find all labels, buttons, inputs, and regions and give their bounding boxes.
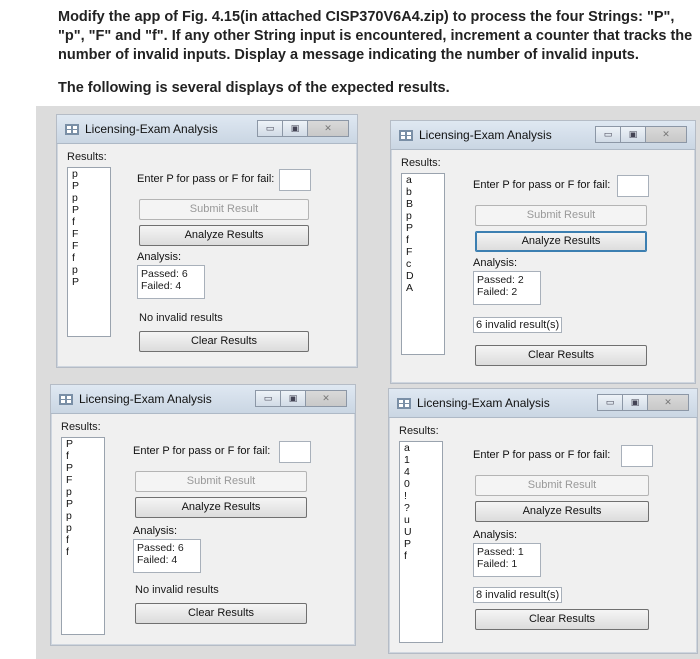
title-bar [389, 389, 697, 418]
failed-count: Failed: 2 [477, 286, 518, 298]
list-item[interactable]: ? [404, 502, 410, 514]
result-input[interactable] [617, 175, 649, 197]
app-window [390, 120, 696, 384]
list-item[interactable]: 4 [404, 466, 410, 478]
analyze-results-button[interactable]: Analyze Results [475, 501, 649, 522]
list-item[interactable]: p [72, 168, 78, 180]
clear-results-button[interactable]: Clear Results [139, 331, 309, 352]
list-item[interactable]: f [66, 546, 69, 558]
results-label: Results: [399, 425, 439, 437]
window-title: Licensing-Exam Analysis [417, 396, 550, 410]
analysis-output [473, 271, 541, 305]
title-bar [391, 121, 695, 150]
invalid-message: No invalid results [139, 312, 223, 324]
analysis-label: Analysis: [137, 251, 182, 263]
list-item[interactable]: b [406, 186, 412, 198]
prompt-label: Enter P for pass or F for fail: [137, 173, 275, 185]
app-icon [399, 130, 413, 141]
app-window [50, 384, 356, 646]
window-title: Licensing-Exam Analysis [79, 392, 212, 406]
invalid-message: 6 invalid result(s) [473, 317, 562, 333]
list-item[interactable]: P [66, 438, 74, 450]
list-item[interactable]: P [72, 276, 80, 288]
window-title: Licensing-Exam Analysis [419, 128, 552, 142]
minimize-icon[interactable]: ▭ [597, 394, 623, 411]
list-item[interactable]: f [72, 252, 75, 264]
list-item[interactable]: p [406, 210, 412, 222]
prompt-label: Enter P for pass or F for fail: [473, 179, 611, 191]
analysis-output [473, 543, 541, 577]
passed-count: Passed: 6 [137, 542, 184, 554]
list-item[interactable]: p [66, 522, 72, 534]
results-listbox[interactable] [67, 167, 111, 337]
failed-count: Failed: 1 [477, 558, 518, 570]
title-bar [57, 115, 357, 144]
maximize-icon[interactable]: ▣ [622, 394, 648, 411]
list-item[interactable]: D [406, 270, 414, 282]
list-item[interactable]: f [66, 534, 69, 546]
list-item[interactable]: 1 [404, 454, 410, 466]
results-label: Results: [401, 157, 441, 169]
analyze-results-button[interactable]: Analyze Results [135, 497, 307, 518]
app-window [388, 388, 698, 654]
list-item[interactable]: A [406, 282, 414, 294]
list-item[interactable]: F [72, 228, 79, 240]
list-item[interactable]: F [406, 246, 413, 258]
close-icon[interactable]: ✕ [647, 394, 689, 411]
results-listbox[interactable] [401, 173, 445, 355]
title-bar [51, 385, 355, 414]
window-title: Licensing-Exam Analysis [85, 122, 218, 136]
passed-count: Passed: 1 [477, 546, 524, 558]
invalid-message: 8 invalid result(s) [473, 587, 562, 603]
submit-result-button[interactable]: Submit Result [475, 205, 647, 226]
list-item[interactable]: f [72, 216, 75, 228]
analysis-label: Analysis: [473, 529, 518, 541]
screenshots-area [36, 106, 700, 659]
clear-results-button[interactable]: Clear Results [475, 609, 649, 630]
list-item[interactable]: F [72, 240, 79, 252]
list-item[interactable]: F [66, 474, 73, 486]
maximize-icon[interactable]: ▣ [280, 390, 306, 407]
list-item[interactable]: f [404, 550, 407, 562]
list-item[interactable]: f [406, 234, 409, 246]
list-item[interactable]: U [404, 526, 412, 538]
prompt-label: Enter P for pass or F for fail: [473, 449, 611, 461]
analysis-output [133, 539, 201, 573]
list-item[interactable]: 0 [404, 478, 410, 490]
close-icon[interactable]: ✕ [305, 390, 347, 407]
list-item[interactable]: u [404, 514, 410, 526]
results-listbox[interactable] [399, 441, 443, 643]
maximize-icon[interactable]: ▣ [282, 120, 308, 137]
analysis-output [137, 265, 205, 299]
list-item[interactable]: f [66, 450, 69, 462]
maximize-icon[interactable]: ▣ [620, 126, 646, 143]
submit-result-button[interactable]: Submit Result [475, 475, 649, 496]
analysis-label: Analysis: [473, 257, 518, 269]
minimize-icon[interactable]: ▭ [595, 126, 621, 143]
close-icon[interactable]: ✕ [645, 126, 687, 143]
list-item[interactable]: a [406, 174, 412, 186]
close-icon[interactable]: ✕ [307, 120, 349, 137]
app-icon [65, 124, 79, 135]
invalid-message: No invalid results [135, 584, 219, 596]
list-item[interactable]: p [66, 510, 72, 522]
app-window [56, 114, 358, 368]
result-input[interactable] [621, 445, 653, 467]
result-input[interactable] [279, 169, 311, 191]
list-item[interactable]: P [406, 222, 414, 234]
results-listbox[interactable] [61, 437, 105, 635]
passed-count: Passed: 2 [477, 274, 524, 286]
list-item[interactable]: a [404, 442, 410, 454]
list-item[interactable]: ! [404, 490, 407, 502]
list-item[interactable]: c [406, 258, 412, 270]
list-item[interactable]: p [72, 264, 78, 276]
result-input[interactable] [279, 441, 311, 463]
failed-count: Failed: 4 [137, 554, 178, 566]
failed-count: Failed: 4 [141, 280, 182, 292]
list-item[interactable]: P [72, 180, 80, 192]
results-label: Results: [67, 151, 107, 163]
app-icon [397, 398, 411, 409]
analyze-results-button[interactable]: Analyze Results [475, 231, 647, 252]
clear-results-button[interactable]: Clear Results [475, 345, 647, 366]
question-subtext: The following is several displays of the expected results. [58, 80, 450, 96]
minimize-icon[interactable]: ▭ [255, 390, 281, 407]
list-item[interactable]: p [66, 486, 72, 498]
analyze-results-button[interactable]: Analyze Results [139, 225, 309, 246]
prompt-label: Enter P for pass or F for fail: [133, 445, 271, 457]
clear-results-button[interactable]: Clear Results [135, 603, 307, 624]
app-icon [59, 394, 73, 405]
analysis-label: Analysis: [133, 525, 178, 537]
list-item[interactable]: B [406, 198, 414, 210]
list-item[interactable]: P [66, 498, 74, 510]
list-item[interactable]: P [72, 204, 80, 216]
list-item[interactable]: P [66, 462, 74, 474]
minimize-icon[interactable]: ▭ [257, 120, 283, 137]
list-item[interactable]: P [404, 538, 412, 550]
list-item[interactable]: p [72, 192, 78, 204]
submit-result-button[interactable]: Submit Result [135, 471, 307, 492]
submit-result-button[interactable]: Submit Result [139, 199, 309, 220]
question-text: Modify the app of Fig. 4.15(in attached CISP370V6A4.zip) to process the four Strings: "P", "p", "F" and "f". If any other String input is encountered, increment a counter that tracks the number of invalid inputs. Display a message indicating the number of invalid inputs. [58, 9, 693, 63]
results-label: Results: [61, 421, 101, 433]
passed-count: Passed: 6 [141, 268, 188, 280]
